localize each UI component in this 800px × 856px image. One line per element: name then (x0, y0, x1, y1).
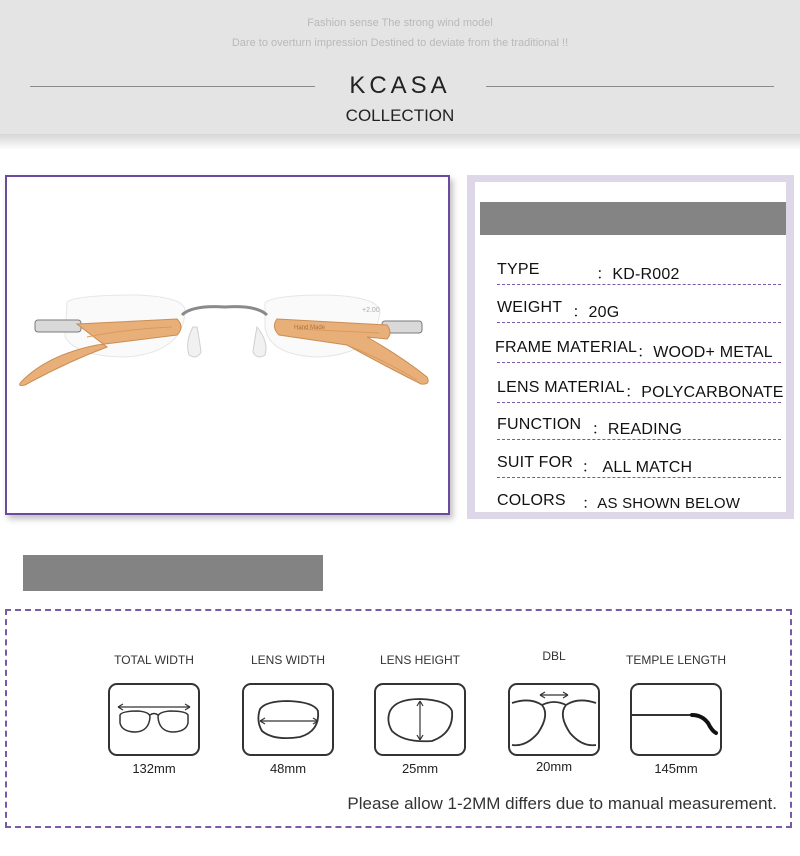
measure-value: 25mm (401, 761, 439, 776)
section-bar (23, 555, 323, 591)
spec-value: ：KD-R002 (559, 266, 680, 283)
spec-value: ：20G (563, 304, 620, 321)
product-photo (5, 175, 450, 515)
lens-width-icon (242, 683, 334, 756)
lens-height-icon (374, 683, 466, 756)
spec-panel (467, 175, 794, 519)
header-banner (0, 0, 800, 134)
spec-header-bar (480, 202, 786, 235)
collection-subtitle: COLLECTION (345, 106, 455, 125)
tagline-secondary: Dare to overturn impression Destined to deviate from the traditional !! (231, 37, 569, 49)
measurement-note: Please allow 1-2MM differs due to manual measurement. (347, 794, 777, 813)
spec-label: TYPE (497, 261, 540, 278)
measure-value: 20mm (535, 759, 573, 774)
glasses-illustration (7, 177, 448, 513)
spec-row-type (497, 254, 781, 285)
measure-label: DBL (542, 649, 566, 663)
bridge-width-icon (508, 683, 600, 756)
left-nose-pad (188, 327, 201, 357)
spec-row-lens-material (497, 372, 784, 403)
measure-label: TEMPLE LENGTH (625, 653, 727, 667)
measure-label: LENS WIDTH (250, 653, 325, 667)
temple-imprint: Hand Made (294, 325, 326, 331)
measure-label: LENS HEIGHT (379, 653, 460, 667)
measure-temple-length (621, 653, 731, 776)
right-nose-pad (253, 327, 266, 357)
measurements-panel (5, 609, 792, 828)
spec-label: FUNCTION (497, 416, 582, 433)
spec-label: LENS MATERIAL (497, 379, 625, 396)
total-width-icon (108, 683, 200, 756)
bridge (182, 307, 267, 315)
spec-value: ：READING (587, 421, 683, 438)
temple-length-icon (630, 683, 722, 756)
spec-label: FRAME MATERIAL (495, 339, 638, 356)
spec-row-suit-for (497, 447, 781, 478)
spec-row-frame-material (497, 332, 781, 363)
spec-value: ：POLYCARBONATE (625, 384, 784, 401)
spec-row-colors (497, 485, 781, 515)
spec-value: ： ALL MATCH (577, 459, 693, 476)
measure-value: 48mm (269, 761, 307, 776)
measure-lens-height (365, 653, 475, 776)
tagline-primary: Fashion sense The strong wind model (307, 17, 493, 29)
measure-total-width (99, 653, 209, 776)
spec-row-weight (497, 292, 781, 323)
spec-value: ：WOOD+ METAL (637, 344, 773, 361)
measure-label: TOTAL WIDTH (114, 653, 194, 667)
measure-value: 145mm (654, 761, 698, 776)
spec-value: ：AS SHOWN BELOW (569, 495, 741, 512)
spec-label: WEIGHT (497, 299, 563, 316)
measure-value: 132mm (132, 761, 176, 776)
brand-title: KCASA (349, 72, 451, 99)
spec-label: COLORS (497, 492, 566, 509)
spec-label: SUIT FOR (497, 454, 573, 471)
spec-row-function (497, 409, 781, 440)
measure-dbl (499, 649, 609, 774)
left-hinge (35, 320, 81, 332)
spec-panel-inner (475, 182, 786, 512)
measure-lens-width (233, 653, 343, 776)
lens-diopter-mark: +2.00 (362, 307, 380, 314)
header-shadow (0, 134, 800, 150)
